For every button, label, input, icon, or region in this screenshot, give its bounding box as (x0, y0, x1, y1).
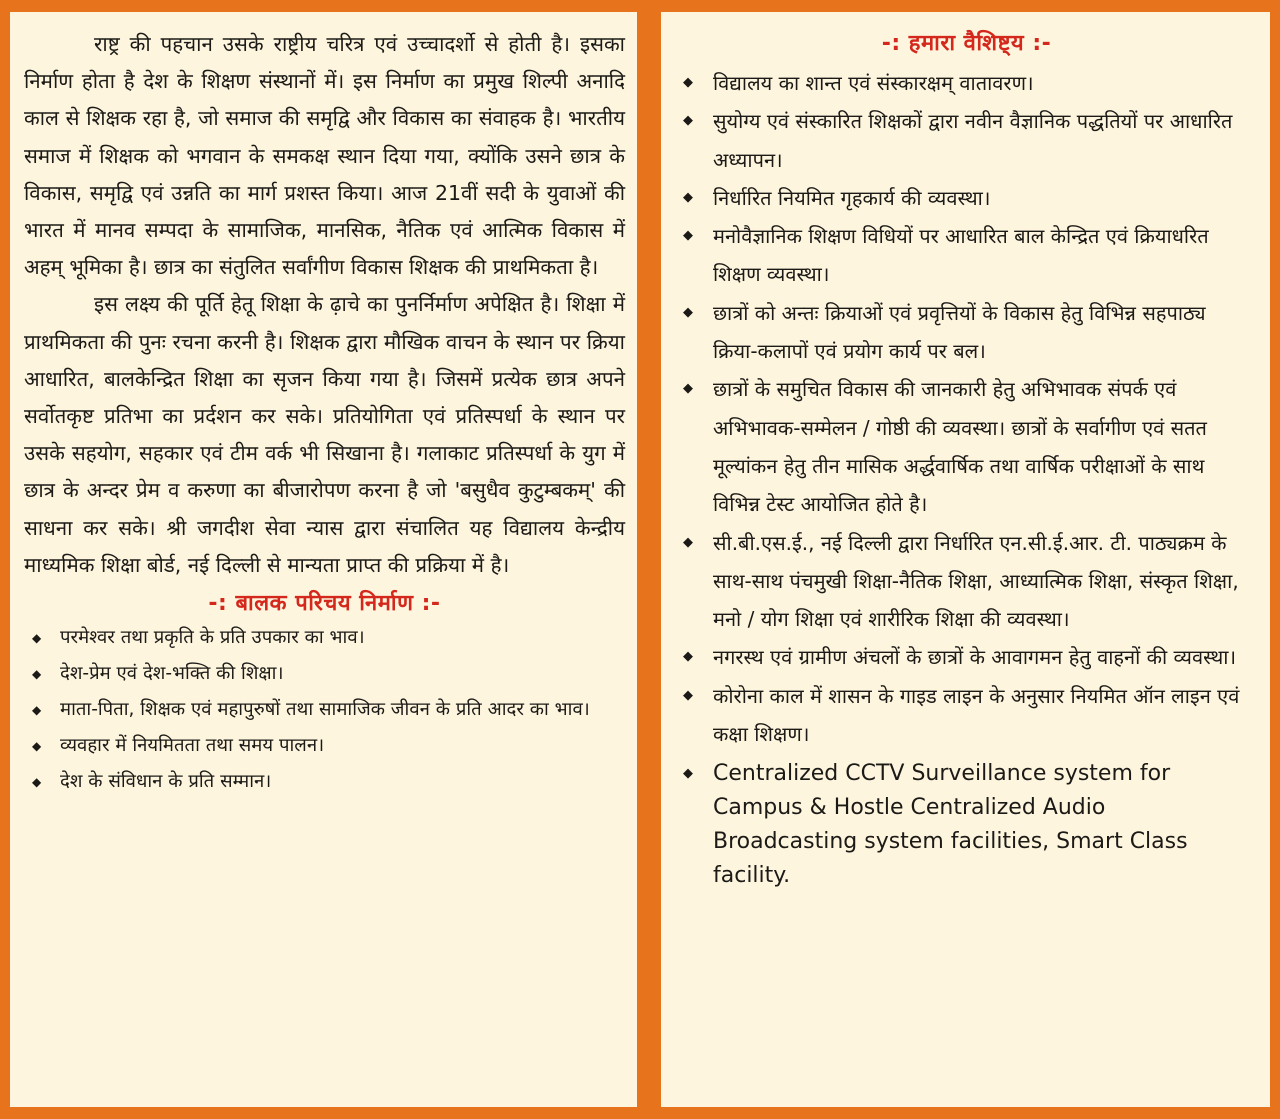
intro-paragraph: राष्ट्र की पहचान उसके राष्ट्रीय चरित्र एवं उच्चादर्शो से होती है। इसका निर्माण होता है देश के शिक्षण संस्थानों में। इस निर्माण का प्रमुख शिल्पी अनादि काल से शिक्षक रहा है, जो समाज की समृद्वि और विकास का संवाहक है। भारतीय समाज में शिक्षक को भगवान के समकक्ष स्थान दिया गया, क्योंकि उसने छात्र के विकास, समृद्वि एवं उन्नति का मार्ग प्रशस्त किया। आज 21वीं सदी के युवाओं की भारत में मानव सम्पदा के सामाजिक, मानसिक, नैतिक एवं आत्मिक विकास में अहम् भूमिका है। छात्र का संतुलित सर्वांगीण विकास शिक्षक की प्राथमिकता है। (24, 32, 625, 280)
list-item: ◆ माता-पिता, शिक्षक एवं महापुरुषों तथा सामाजिक जीवन के प्रति आदर का भाव। (24, 692, 625, 728)
diamond-bullet-icon: ◆ (683, 189, 693, 205)
diamond-bullet-icon: ◆ (683, 75, 693, 90)
list-item: ◆ मनोवैज्ञानिक शिक्षण विधियों पर आधारित बाल केन्द्रित एवं क्रियाधरित शिक्षण व्यवस्था। (677, 217, 1256, 294)
list-item: ◆ देश के संविधान के प्रति सम्मान। (24, 764, 625, 800)
list-item: ◆ सुयोग्य एवं संस्कारित शिक्षकों द्वारा नवीन वैज्ञानिक पद्धतियों पर आधारित अध्यापन। (677, 102, 1256, 179)
diamond-bullet-icon: ◆ (683, 649, 693, 665)
list-item: ◆ छात्रों को अन्तः क्रियाओं एवं प्रवृत्तियों के विकास हेतु विभिन्न सहपाठ्य क्रिया-कलापों एवं प्रयोग कार्य पर बल। (677, 294, 1256, 371)
character-building-heading: -: बालक परिचय निर्माण :- (208, 591, 441, 617)
diamond-bullet-icon: ◆ (683, 228, 693, 244)
list-item: ◆ निर्धारित नियमित गृहकार्य की व्यवस्था। (677, 179, 1256, 217)
list-item: ◆ सी.बी.एस.ई., नई दिल्ली द्वारा निर्धारित एन.सी.ई.आर. टी. पाठ्यक्रम के साथ-साथ पंचमुखी शिक्षा-नैतिक शिक्षा, आध्यात्मिक शिक्षा, संस्कृत शिक्षा, मनो / योग शिक्षा एवं शारीरिक शिक्षा की व्यवस्था। (677, 524, 1256, 639)
diamond-bullet-icon: ◆ (683, 687, 693, 703)
diamond-bullet-icon: ◆ (683, 381, 693, 397)
list-item: ◆ परमेश्वर तथा प्रकृति के प्रति उपकार का भाव। (24, 620, 625, 656)
right-panel (661, 12, 1270, 1107)
diamond-bullet-icon: ◆ (683, 534, 693, 550)
left-panel (10, 12, 637, 1107)
diamond-bullet-icon: ◆ (683, 113, 693, 129)
diamond-bullet-icon: ◆ (32, 739, 42, 754)
list-item: ◆ व्यवहार में नियमितता तथा समय पालन। (24, 728, 625, 764)
diamond-bullet-icon: ◆ (683, 304, 693, 320)
diamond-bullet-icon: ◆ (32, 631, 42, 646)
diamond-bullet-icon: ◆ (683, 766, 693, 782)
diamond-bullet-icon: ◆ (32, 703, 42, 718)
list-item: ◆ Centralized CCTV Surveillance system for Campus & Hostle Centralized Audio Broadcasting system facilities, Smart Class facility. (677, 757, 1256, 893)
diamond-bullet-icon: ◆ (32, 667, 42, 682)
list-item: ◆ छात्रों के समुचित विकास की जानकारी हेतु अभिभावक संपर्क एवं अभिभावक-सम्मेलन / गोष्ठी की व्यवस्था। छात्रों के सर्वागीण एवं सतत मूल्यांकन हेतु तीन मासिक अर्द्धवार्षिक तथा वार्षिक परीक्षाओं के साथ विभिन्न टेस्ट आयोजित होते है। (677, 370, 1256, 523)
second-paragraph: इस लक्ष्य की पूर्ति हेतू शिक्षा के ढ़ाचे का पुनर्निर्माण अपेक्षित है। शिक्षा में प्राथमिकता की पुनः रचना करनी है। शिक्षक द्वारा मौखिक वाचन के स्थान पर क्रिया आधारित, बालकेन्द्रित शिक्षा का सृजन किया गया है। जिसमें प्रत्येक छात्र अपने सर्वोतकृष्ट प्रतिभा का प्रर्दशन कर सके। प्रतियोगिता एवं प्रतिस्पर्धा के स्थान पर उसके सहयोग, सहकार एवं टीम वर्क भी सिखाना है। गलाकाट प्रतिस्पर्धा के युग में छात्र के अन्दर प्रेम व करुणा का बीजारोपण करना है जो 'बसुधैव कुटुम्बकम्' की साधना कर सके। श्री जगदीश सेवा न्यास द्वारा संचालित यह विद्यालय केन्द्रीय माध्यमिक शिक्षा बोर्ड, नई दिल्ली से मान्यता प्राप्त की प्रक्रिया में है। (24, 292, 625, 577)
speciality-list (677, 64, 1256, 893)
character-building-list (24, 620, 625, 800)
our-speciality-heading: -: हमारा वैशिष्ट्य :- (881, 31, 1052, 56)
list-item: ◆ देश-प्रेम एवं देश-भक्ति की शिक्षा। (24, 656, 625, 692)
list-item: ◆ विद्यालय का शान्त एवं संस्कारक्षम् वातावरण। (677, 64, 1256, 102)
list-item: ◆ कोरोना काल में शासन के गाइड लाइन के अनुसार नियमित ऑन लाइन एवं कक्षा शिक्षण। (677, 677, 1256, 754)
diamond-bullet-icon: ◆ (32, 775, 42, 790)
list-item: ◆ नगरस्थ एवं ग्रामीण अंचलों के छात्रों के आवागमन हेतु वाहनों की व्यवस्था। (677, 638, 1256, 676)
